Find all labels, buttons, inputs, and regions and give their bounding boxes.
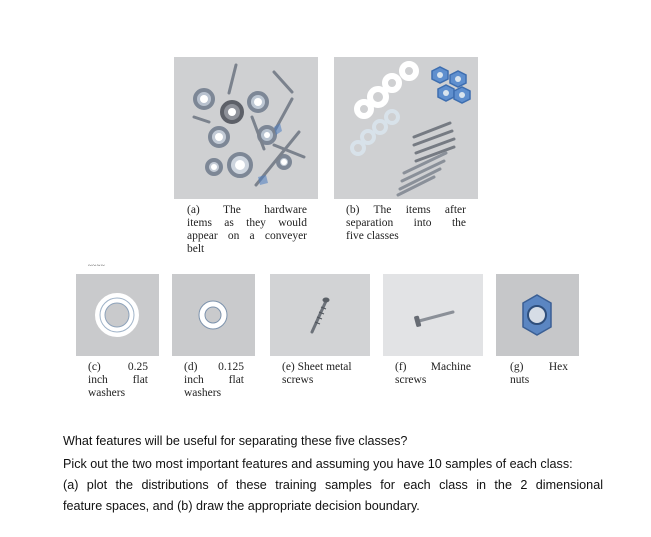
caption-b: (b) The items after separation into the five classes xyxy=(346,204,466,242)
caption-a: (a) The hardware items as they would appear on a conveyer belt xyxy=(187,204,307,255)
photo-g-hex-nut xyxy=(496,274,579,356)
caption-g: (g) Hex nuts xyxy=(510,361,568,386)
cut-off-text: ~~~~ xyxy=(88,262,106,270)
caption-f: (f) Machine screws xyxy=(395,361,471,386)
caption-d: (d) 0.125 inch flat washers xyxy=(184,361,244,399)
photo-f-machine-screw xyxy=(383,274,483,356)
question-line-3: (a) plot the distributions of these training samples for each class in the 2 dimensional xyxy=(63,478,603,492)
photo-c-quarter-inch-washer xyxy=(76,274,159,356)
caption-e: (e) Sheet metal screws xyxy=(282,361,352,386)
photo-b-separated-hardware xyxy=(334,57,478,199)
photo-e-sheet-metal-screw xyxy=(270,274,370,356)
photo-a-mixed-hardware xyxy=(174,57,318,199)
photo-d-eighth-inch-washer xyxy=(172,274,255,356)
question-line-1: What features will be useful for separating these five classes? xyxy=(63,434,408,448)
caption-c: (c) 0.25 inch flat washers xyxy=(88,361,148,399)
question-line-4: feature spaces, and (b) draw the appropriate decision boundary. xyxy=(63,499,420,513)
question-line-2: Pick out the two most important features and assuming you have 10 samples of each class: xyxy=(63,457,573,471)
